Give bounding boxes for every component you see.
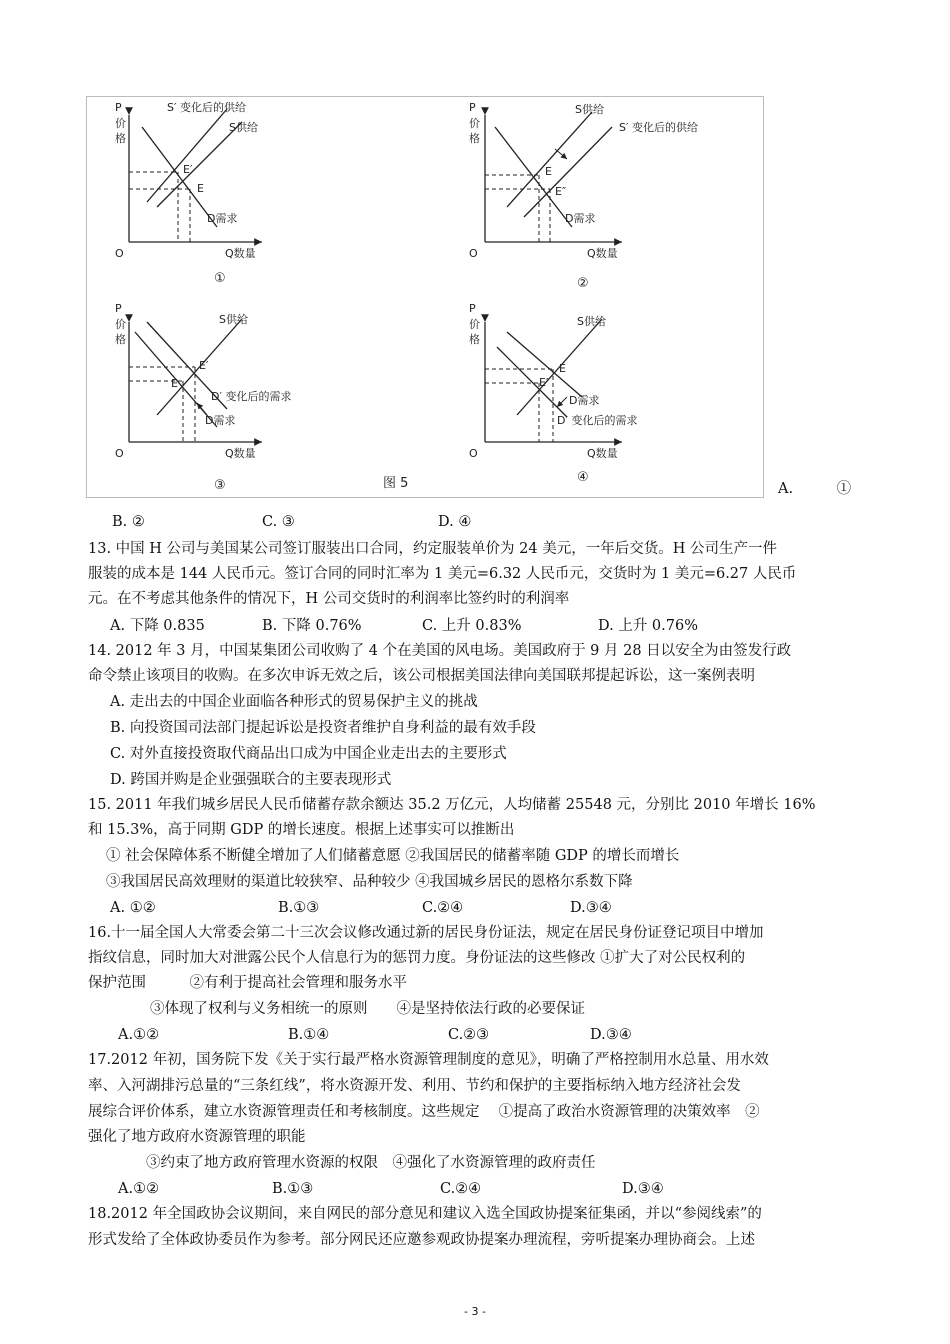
svg-text:格: 格 bbox=[115, 132, 126, 145]
svg-text:E: E bbox=[197, 182, 204, 195]
graph-3 bbox=[115, 302, 291, 493]
q16-text-line-4: ③体现了权利与义务相统一的原则 ④是坚持依法行政的必要保证 bbox=[150, 1001, 585, 1017]
q13-text-line-3: 元。在不考虑其他条件的情况下，H 公司交货时的利润率比签约时的利润率 bbox=[88, 591, 570, 607]
q12-option-a: A. ① bbox=[778, 481, 852, 497]
svg-text:Q数量: Q数量 bbox=[587, 247, 618, 260]
axis-q-label: Q数量 bbox=[225, 247, 256, 260]
q16-option-d: D.③④ bbox=[590, 1027, 632, 1043]
figure-5-supply-demand-graphs bbox=[86, 96, 764, 498]
q17-option-a: A.①② bbox=[118, 1181, 160, 1197]
q12-option-b: B. ② bbox=[112, 514, 145, 530]
q15-statements-1: ① 社会保障体系不断健全增加了人们储蓄意愿 ②我国居民的储蓄率随 GDP 的增长而增长 bbox=[106, 848, 680, 864]
svg-text:格: 格 bbox=[469, 132, 480, 145]
q17-text-line-4: 强化了地方政府水资源管理的职能 bbox=[88, 1129, 306, 1145]
figure-caption: 图 5 bbox=[383, 476, 409, 491]
graph-3-number: ③ bbox=[214, 478, 226, 493]
graph-2 bbox=[469, 101, 698, 291]
svg-text:S′ 变化后的供给: S′ 变化后的供给 bbox=[619, 121, 698, 134]
q15-option-a: A. ①② bbox=[110, 900, 156, 916]
q13-option-d: D. 上升 0.76% bbox=[598, 618, 698, 634]
demand-curve bbox=[142, 127, 217, 227]
svg-text:E: E bbox=[559, 362, 566, 375]
q17-option-d: D.③④ bbox=[622, 1181, 664, 1197]
q14-option-a: A. 走出去的中国企业面临各种形式的贸易保护主义的挑战 bbox=[110, 694, 478, 710]
svg-text:D需求: D需求 bbox=[569, 394, 600, 407]
graph-1-number: ① bbox=[214, 271, 226, 286]
svg-text:E: E bbox=[171, 377, 178, 390]
svg-text:价: 价 bbox=[469, 318, 480, 331]
q16-text-line-3: 保护范围 ②有利于提高社会管理和服务水平 bbox=[88, 975, 407, 991]
q14-option-b: B. 向投资国司法部门提起诉讼是投资者维护自身利益的最有效手段 bbox=[110, 720, 536, 736]
q14-option-c: C. 对外直接投资取代商品出口成为中国企业走出去的主要形式 bbox=[110, 746, 507, 762]
q16-option-a: A.①② bbox=[118, 1027, 160, 1043]
svg-text:S供给: S供给 bbox=[219, 313, 248, 326]
svg-text:D需求: D需求 bbox=[207, 212, 238, 225]
svg-text:P: P bbox=[115, 302, 122, 315]
svg-text:E″: E″ bbox=[555, 185, 567, 198]
svg-text:格: 格 bbox=[469, 333, 480, 346]
q15-text-line-1: 15. 2011 年我们城乡居民人民币储蓄存款余额达 35.2 万亿元，人均储蓄 25548 元，分别比 2010 年增长 16% bbox=[88, 797, 816, 813]
svg-text:D需求: D需求 bbox=[205, 414, 236, 427]
q12-option-d: D. ④ bbox=[438, 514, 472, 530]
figure-svg bbox=[87, 97, 763, 497]
svg-text:S供给: S供给 bbox=[577, 315, 606, 328]
svg-text:格: 格 bbox=[115, 333, 126, 346]
page-number: - 3 - bbox=[464, 1305, 486, 1318]
q14-text-line-2: 命令禁止该项目的收购。在多次申诉无效之后，该公司根据美国法律向美国联邦提起诉讼，这一案例表明 bbox=[88, 668, 755, 684]
svg-text:E′: E′ bbox=[539, 376, 549, 389]
graph-4-number: ④ bbox=[577, 470, 589, 485]
svg-text:D′ 变化后的需求: D′ 变化后的需求 bbox=[557, 414, 638, 427]
svg-text:E′: E′ bbox=[199, 359, 209, 372]
svg-text:价: 价 bbox=[115, 117, 126, 130]
q13-text-line-2: 服装的成本是 144 人民币元。签订合同的同时汇率为 1 美元=6.32 人民币元，交货时为 1 美元=6.27 人民币 bbox=[88, 566, 797, 582]
q15-text-line-2: 和 15.3%，高于同期 GDP 的增长速度。根据上述事实可以推断出 bbox=[88, 822, 515, 838]
q17-option-b: B.①③ bbox=[272, 1181, 314, 1197]
q13-option-c: C. 上升 0.83% bbox=[422, 618, 522, 634]
svg-text:Q数量: Q数量 bbox=[225, 447, 256, 460]
svg-text:P: P bbox=[469, 101, 476, 114]
q17-option-c: C.②④ bbox=[440, 1181, 482, 1197]
svg-text:E: E bbox=[545, 165, 552, 178]
svg-text:P: P bbox=[469, 302, 476, 315]
svg-text:E′: E′ bbox=[183, 163, 193, 176]
q15-option-c: C.②④ bbox=[422, 900, 464, 916]
q18-text-line-2: 形式发给了全体政协委员作为参考。部分网民还应邀参观政协提案办理流程，旁听提案办理协商会。上述 bbox=[88, 1232, 755, 1248]
svg-text:D需求: D需求 bbox=[565, 212, 596, 225]
q13-option-b: B. 下降 0.76% bbox=[262, 618, 362, 634]
q15-option-d: D.③④ bbox=[570, 900, 612, 916]
q14-option-d: D. 跨国并购是企业强强联合的主要表现形式 bbox=[110, 772, 392, 788]
q16-option-b: B.①④ bbox=[288, 1027, 330, 1043]
svg-text:D′ 变化后的需求: D′ 变化后的需求 bbox=[211, 390, 292, 403]
graph-4 bbox=[469, 302, 637, 485]
svg-text:价: 价 bbox=[115, 318, 126, 331]
svg-text:S供给: S供给 bbox=[229, 121, 258, 134]
graph-1 bbox=[115, 100, 262, 286]
axis-p-label: P bbox=[115, 101, 122, 114]
q18-text-line-1: 18.2012 年全国政协会议期间，来自网民的部分意见和建议入选全国政协提案征集函，并以“参阅线索”的 bbox=[88, 1206, 762, 1222]
q17-text-line-5: ③约束了地方政府管理水资源的权限 ④强化了水资源管理的政府责任 bbox=[146, 1155, 596, 1171]
q16-text-line-1: 16.十一届全国人大常委会第二十三次会议修改通过新的居民身份证法，规定在居民身份证登记项目中增加 bbox=[88, 925, 764, 941]
q16-text-line-2: 指纹信息，同时加大对泄露公民个人信息行为的惩罚力度。身份证法的这些修改 ①扩大了对公民权利的 bbox=[88, 950, 746, 966]
q15-statements-2: ③我国居民高效理财的渠道比较狭窄、品种较少 ④我国城乡居民的恩格尔系数下降 bbox=[106, 874, 633, 890]
svg-text:S′ 变化后的供给: S′ 变化后的供给 bbox=[167, 101, 246, 114]
q17-text-line-2: 率、入河湖排污总量的“三条红线”，将水资源开发、利用、节约和保护的主要指标纳入地方经济社会发 bbox=[88, 1078, 741, 1094]
svg-text:O: O bbox=[115, 447, 124, 460]
q15-option-b: B.①③ bbox=[278, 900, 320, 916]
svg-text:Q数量: Q数量 bbox=[587, 447, 618, 460]
q16-option-c: C.②③ bbox=[448, 1027, 490, 1043]
q17-text-line-3: 展综合评价体系，建立水资源管理责任和考核制度。这些规定 ①提高了政治水资源管理的决策效率 ② bbox=[88, 1104, 760, 1120]
svg-text:S供给: S供给 bbox=[575, 103, 604, 116]
q13-text-line-1: 13. 中国 H 公司与美国某公司签订服装出口合同，约定服装单价为 24 美元，一年后交货。H 公司生产一件 bbox=[88, 541, 777, 557]
graph-2-number: ② bbox=[577, 276, 589, 291]
svg-text:O: O bbox=[469, 447, 478, 460]
q14-text-line-1: 14. 2012 年 3 月，中国某集团公司收购了 4 个在美国的风电场。美国政府于 9 月 28 日以安全为由签发行政 bbox=[88, 643, 792, 659]
svg-text:价: 价 bbox=[469, 117, 480, 130]
q13-option-a: A. 下降 0.835 bbox=[110, 618, 205, 634]
svg-text:O: O bbox=[469, 247, 478, 260]
q12-option-c: C. ③ bbox=[262, 514, 295, 530]
origin-label: O bbox=[115, 247, 124, 260]
q17-text-line-1: 17.2012 年初，国务院下发《关于实行最严格水资源管理制度的意见》，明确了严格控制用水总量、用水效 bbox=[88, 1052, 769, 1068]
